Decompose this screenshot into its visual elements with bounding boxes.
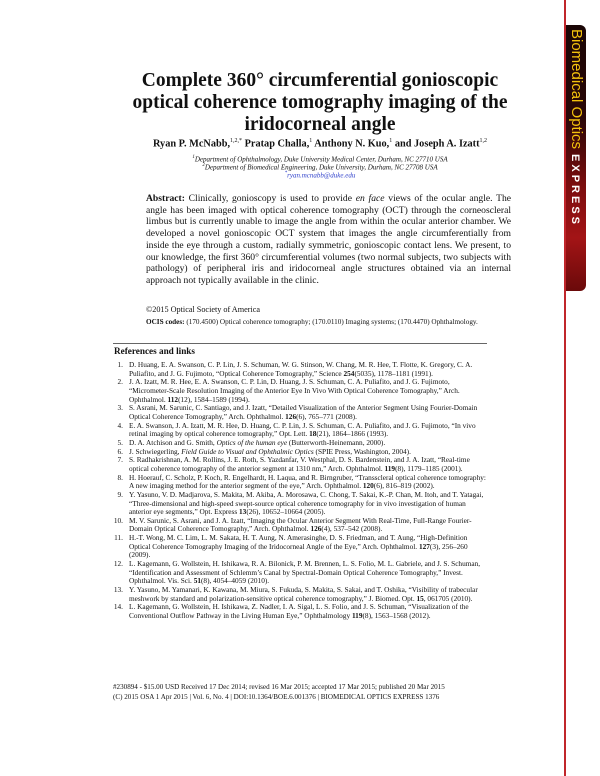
references-heading: References and links [114,346,195,356]
reference-text: L. Kagemann, G. Wollstein, H. Ishikawa, R. A. Bilonick, P. M. Brennen, L. S. Folio, M. L. Gabriele, and J. S. Schuman, “Identification and Assessment of Schlemm’s Canal by Spectral-Domain Optical Coherence Tomography,” Invest. Ophthalmol. Vis. Sci. [129,559,481,586]
abstract-label: Abstract: [146,193,185,204]
author-sup: 1,2 [479,138,488,144]
reference-number: 2. [117,377,123,387]
author-sup: 1 [389,138,393,144]
reference-volume: 254 [343,368,355,378]
reference-number: 1. [117,360,123,369]
reference-item [113,456,488,473]
reference-number: 11. [114,533,123,543]
footer-line-2: (C) 2015 OSA 1 Apr 2015 | Vol. 6, No. 4 | DOI:10.1364/BOE.6.001376 | BIOMEDICAL OPTICS EXPRESS 1376 [113,693,440,701]
reference-text: L. Kagemann, G. Wollstein, H. Ishikawa, Z. Nadler, I. A. Sigal, L. S. Folio, and J. S. Schuman, “Visualization of the Conventional Outflow Pathway in the Living Human Eye,” Ophthalmology [129,602,469,621]
reference-text: (6), 765–771 (2008). [296,411,357,421]
reference-number: 10. [113,515,123,525]
author-list [120,138,520,149]
reference-number: 9. [117,489,123,499]
reference-volume: 51 [193,576,201,586]
reference-volume: 119 [351,611,363,621]
reference-text: Y. Yasuno, V. D. Madjarova, S. Makita, M. Akiba, A. Morosawa, C. Chong, T. Sakai, K.-P. Chan, M. Itoh, and T. Yatagai, “Three-dimensional and high-speed swept-source optical coherence tomography for in vivo investigation of human anterior eye segments,” Opt. Express [129,489,484,517]
reference-number: 8. [117,472,123,482]
aff-sup: 2 [202,163,205,168]
reference-text: (12), 1584–1589 (1994). [178,394,250,404]
reference-volume: 15 [416,593,424,603]
reference-text: (8), 1179–1185 (2001). [395,463,463,473]
reference-text: (21), 1864–1866 (1993). [316,429,389,439]
footer-line-1: #230894 - $15.00 USD Received 17 Dec 2014; revised 16 Mar 2015; accepted 17 Mar 2015; published 20 Mar 2015 [113,683,445,691]
reference-volume: 119 [384,463,396,473]
reference-text: S. Asrani, M. Sarunic, C. Santiago, and J. Izatt, “Detailed Visualization of the Anterior Segment Using Fourier-Domain Optical Coherence Tomography,” Arch. Ophthalmol. [129,403,478,421]
reference-number: 7. [117,455,123,465]
reference-text: D. A. Atchison and G. Smith, [129,437,217,447]
reference-text: (8), 1563–1568 (2012). [362,611,431,621]
author: Pratap Challa, [244,138,310,150]
reference-volume: 13 [239,507,247,517]
reference-text: D. Huang, E. A. Swanson, C. P. Lin, J. S. Schuman, W. G. Stinson, W. Chang, M. R. Hee, T. Flotte, K. Gregory, C. A. Puliafito, and J. G. Fujimoto, “Optical Coherence Tomography,” Science [129,360,473,378]
reference-text: (SPIE Press, Washington, 2004). [313,446,411,456]
author-sup: 1,2,* [230,138,243,144]
reference-item [113,474,488,491]
ocis-codes [146,318,511,327]
email-sup: * [284,171,288,176]
reference-text: (4), 537–542 (2008). [321,524,383,534]
reference-number: 14. [113,602,123,612]
author: Anthony N. Kuo, [314,138,390,150]
reference-volume: 126 [310,524,322,534]
abstract [146,193,511,287]
reference-book-title: Field Guide to Visual and Ophthalmic Optics [181,446,314,456]
reference-number: 12. [113,559,123,569]
reference-item [113,422,488,439]
reference-text: J. A. Izatt, M. R. Hee, E. A. Swanson, C. P. Lin, D. Huang, J. S. Schuman, C. A. Puliafito, and J. G. Fujimoto, “Micrometer-Scale Resolution Imaging of the Anterior Eye In Vivo With Optical Coherence Tomography,” Arch. Ophthalmol. [129,377,460,404]
author: and Joseph A. Izatt [394,138,480,150]
copyright: ©2015 Optical Society of America [146,305,260,314]
reference-item [113,361,488,378]
abstract-text: Clinically, gonioscopy is used to provide [184,193,356,204]
reference-text: (5035), 1178–1181 (1991). [354,368,433,378]
reference-item [113,378,488,404]
author: Ryan P. McNabb, [152,138,231,150]
reference-item [113,404,488,421]
reference-item [113,491,488,517]
reference-text: (3), 256–260 (2009). [129,541,468,560]
author-sup: 1 [309,138,313,144]
reference-item [113,517,488,534]
journal-suffix: EXPRESS [569,154,581,228]
reference-item [113,560,488,586]
email-text[interactable]: ryan.mcnabb@duke.edu [287,171,356,180]
ocis-label: OCIS codes: [146,318,185,326]
reference-item [113,534,488,560]
section-divider [113,343,487,344]
reference-text: H.-T. Wong, M. C. Lim, L. M. Sakata, H. T. Aung, N. Amerasinghe, D. S. Friedman, and T. Aung, “High-Definition Optical Coherence Tomography Imaging of the Iridocorneal Angle of the Eye,” Arch. Ophthalmol. [129,533,468,551]
journal-name: Biomedical Optics [568,29,585,150]
reference-text: M. V. Sarunic, S. Asrani, and J. A. Izatt, “Imaging the Ocular Anterior Segment With Real-Time, Full-Range Fourier-Domain Optical Coherence Tomography,” Arch. Ophthalmol. [129,515,472,534]
reference-book-title: Optics of the human eye [216,437,288,447]
reference-number: 3. [117,403,123,413]
reference-item [113,603,488,620]
reference-text: E. A. Swanson, J. A. Izatt, M. R. Hee, D. Huang, C. P. Lin, J. S. Schuman, C. A. Puliafito, and J. G. Fujimoto, “In vivo retinal imaging by optical coherence tomography,” Opt. Lett. [129,420,476,439]
reference-volume: 112 [167,394,179,404]
reference-text: Y. Yasuno, M. Yamanari, K. Kawana, M. Miura, S. Fukuda, S. Makita, S. Sakai, and T. Oshika, “Visibility of trabecular meshwork by standard and polarization-sensitive optical coherence tomography,” J. Biomed. Opt. [129,585,478,603]
reference-text: (Butterworth-Heinemann, 2000). [287,437,386,447]
reference-number: 6. [117,446,123,456]
reference-text: (8), 4054–4059 (2010). [201,576,270,586]
aff-text: Department of Biomedical Engineering, Duke University, Durham, NC 27708 USA [204,163,438,172]
reference-volume: 126 [285,411,297,421]
reference-volume: 18 [309,429,317,439]
reference-text: S. Radhakrishnan, A. M. Rollins, J. E. Roth, S. Yazdanfar, V. Westphal, D. S. Bardenstein, and J. A. Izatt, “Real-time optical coherence tomography of the anterior segment at 1310 nm,” Arch. Ophthalmol. [129,455,470,473]
reference-text: , 061705 (2010). [423,593,473,603]
reference-text: H. Hoerauf, C. Scholz, P. Koch, R. Engelhardt, H. Laqua, and R. Birngruber, “Transscleral optical coherence tomography: A new imaging method for the anterior segment of the eye,” Arch. Ophthalmol. [129,472,486,491]
reference-item [113,586,488,603]
abstract-text: views of the ocular angle. The angle has been imaged with optical coherence tomography (OCT) through the corneoscleral limbus but is currently unable to image the angle from within the ocular anterior chamber. We developed a novel gonioscopic OCT system that images the angle circumferentially from inside the eye through a custom, radially symmetric, gonioscopic contact lens. We present, to our knowledge, the first 360° circumferential volumes (two normal subjects, two subjects with pathology) of peripheral iris and iridocorneal angle structures obtained via an internal approach not typically available in the clinic. [146,193,512,286]
abstract-emphasis: en face [355,193,385,204]
aff-sup: 1 [192,155,195,160]
reference-number: 4. [117,420,123,430]
reference-text: J. Schwiegerling, [129,446,182,456]
paper-title: Complete 360° circumferential gonioscopic optical coherence tomography imaging of the iridocorneal angle [132,70,508,135]
journal-logo [566,25,586,291]
ocis-text: (170.4500) Optical coherence tomography; (170.0110) Imaging systems; (170.4470) Ophthalmology. [184,318,478,326]
reference-volume: 120 [362,481,374,491]
reference-number: 5. [117,437,123,447]
reference-text: (6), 816–819 (2002). [373,481,435,491]
reference-volume: 127 [418,541,430,551]
reference-list [113,361,488,621]
aff-text: Department of Ophthalmology, Duke University Medical Center, Durham, NC 27710 USA [194,155,448,164]
email-link[interactable] [120,170,520,179]
reference-text: (26), 10652–10664 (2005). [246,507,326,517]
reference-number: 13. [113,585,123,595]
